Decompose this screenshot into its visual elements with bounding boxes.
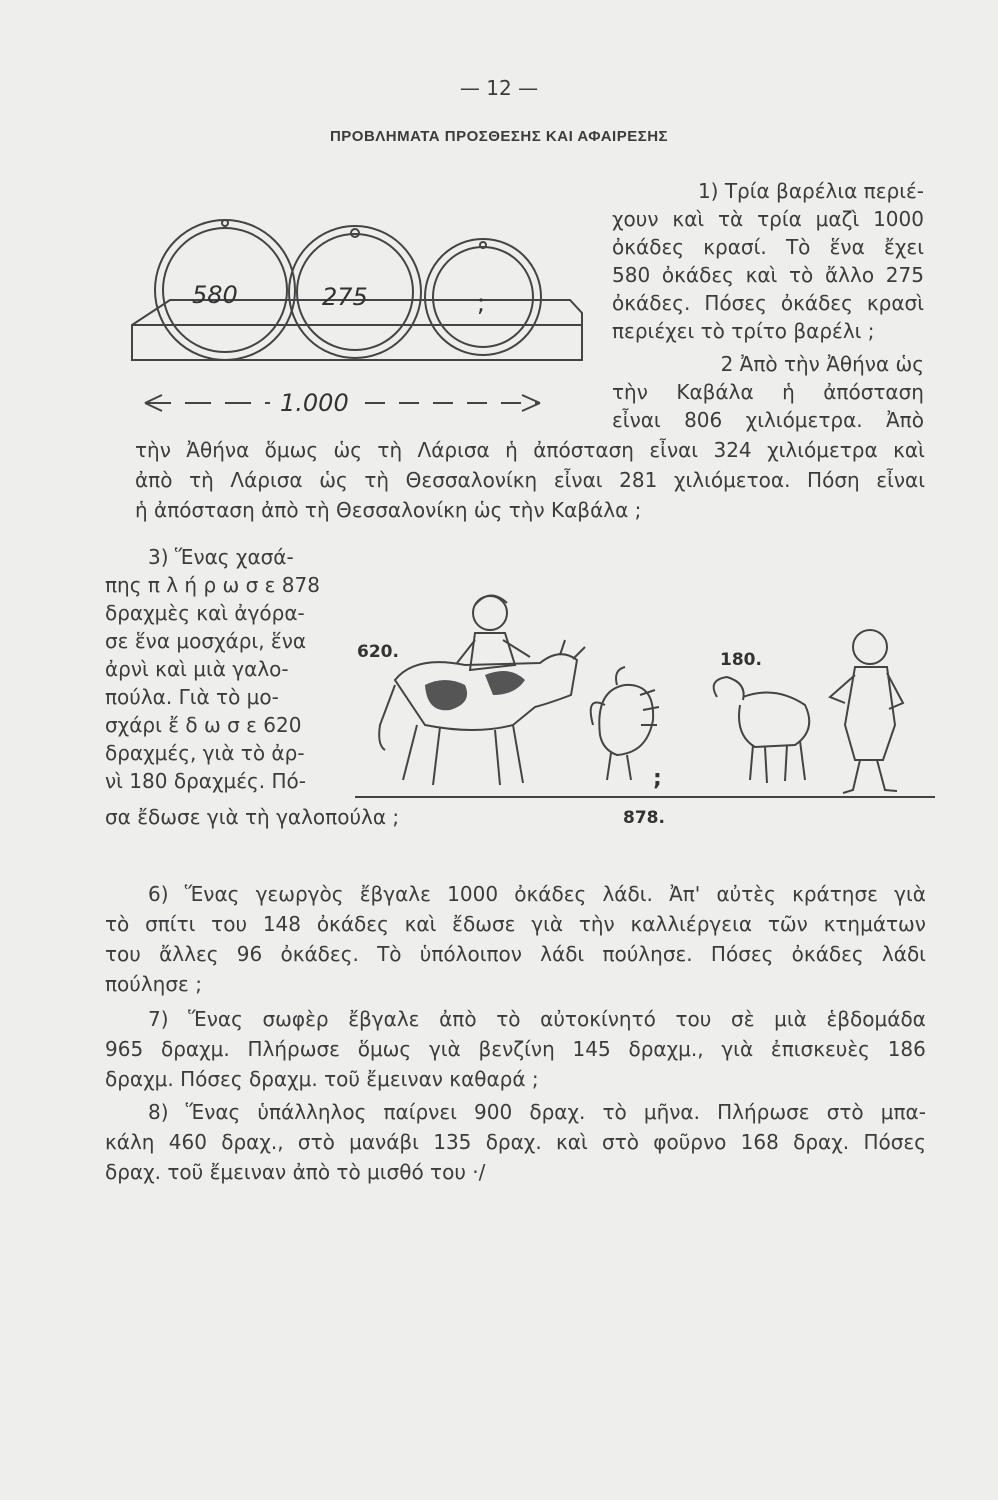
barrel-275 (289, 226, 421, 358)
animals-figure (355, 585, 935, 830)
problem7-line: 7) Ἕνας σωφὲρ ἔβγαλε ἀπὸ τὸ αὐτοκίνητό του σὲ μιὰ ἑβδομάδα (148, 1007, 926, 1031)
turkey (591, 667, 659, 780)
problem1-line: χουν καὶ τὰ τρία μαζὶ 1000 (612, 207, 924, 231)
problem1-line: περιέχει τὸ τρίτο βαρέλι ; (612, 319, 875, 343)
problem3-line: πούλα. Γιὰ τὸ μο- (105, 685, 279, 709)
lamb (714, 677, 810, 783)
problem1-line: 1) Τρία βαρέλια περιέ- (697, 179, 924, 203)
problem2-line: ἀπὸ τὴ Λάρισα ὡς τὴ Θεσσαλονίκη εἶναι 281 χιλιόμετοα. Πόση εἶναι (135, 468, 925, 492)
problem6-line: 6) Ἕνας γεωργὸς ἔβγαλε 1000 ὀκάδες λάδι. Ἀπ' αὐτὲς κράτησε γιὰ (148, 882, 926, 906)
barrel-275-label: 275 (322, 283, 368, 311)
total-arrow (145, 389, 540, 417)
barrel-unknown-label: ; (477, 289, 486, 317)
problem2-line: τὴν Ἀθήνα ὅμως ὡς τὴ Λάρισα ἡ ἀπόσταση εἶναι 324 χιλιόμετρα καὶ (135, 438, 925, 462)
problem3-line: δραχμές, γιὰ τὸ ἀρ- (105, 741, 305, 765)
problem3-line: δραχμὲς καὶ ἀγόρα- (105, 601, 305, 625)
problem3-line: 3) Ἕνας χασά- (148, 545, 294, 569)
problem3-line: πης π λ ή ρ ω σ ε 878 (105, 573, 320, 597)
problem7-line: δραχμ. Πόσες δραχμ. τοῦ ἔμειναν καθαρά ; (105, 1067, 539, 1091)
problem2-line: ἡ ἀπόσταση ἀπὸ τὴ Θεσσαλονίκη ὡς τὴν Καβάλα ; (135, 498, 642, 522)
problem3-line: σε ἕνα μοσχάρι, ἕνα (105, 629, 307, 653)
problem1-line: ὀκάδες κρασί. Τὸ ἕνα ἔχει (612, 235, 924, 259)
lamb-price-label: 180. (720, 650, 762, 670)
calf-price-label: 620. (357, 642, 399, 662)
barrels-figure (130, 205, 600, 420)
problem8-line: 8) Ἕνας ὑπάλληλος παίρνει 900 δραχ. τὸ μῆνα. Πλήρωσε στὸ μπα- (148, 1100, 926, 1124)
problem8-line: κάλη 460 δραχ., στὸ μανάβι 135 δραχ. καὶ στὸ φοῦρνο 168 δραχ. Πόσες (105, 1130, 926, 1154)
boy-on-calf (379, 595, 585, 785)
problem2-line: εἶναι 806 χιλιόμετρα. Ἀπὸ (612, 408, 924, 432)
barrel-580-label: 580 (192, 281, 238, 309)
problem6-line: τὸ σπίτι του 148 ὀκάδες καὶ ἔδωσε γιὰ τὴν καλλιέργεια τῶν κτημάτων (105, 912, 926, 936)
problem2-line: τὴν Καβάλα ἡ ἀπόσταση (612, 380, 924, 404)
problem8-line: δραχ. τοῦ ἔμειναν ἀπὸ τὸ μισθό του ·/ (105, 1160, 486, 1184)
problem6-line: του ἄλλες 96 ὀκάδες. Τὸ ὑπόλοιπον λάδι πούλησε. Πόσες ὀκάδες λάδι (105, 942, 926, 966)
problem3-line: σα ἔδωσε γιὰ τὴ γαλοπούλα ; (105, 805, 400, 829)
problem7-line: 965 δραχμ. Πλήρωσε ὅμως γιὰ βενζίνη 145 δραχμ., γιὰ ἐπισκευὲς 186 (105, 1037, 926, 1061)
barrel-580 (155, 220, 295, 360)
problem3-line: ἀρνὶ καὶ μιὰ γαλο- (105, 657, 289, 681)
barrel-unknown (425, 239, 541, 355)
page-number: — 12 — (459, 76, 539, 100)
problem2-line: 2 Ἀπὸ τὴν Ἀθήνα ὡς (720, 352, 924, 376)
problem3-line: σχάρι ἔ δ ω σ ε 620 (105, 713, 302, 737)
total-label: 1.000 (280, 389, 349, 417)
problem3-line: νὶ 180 δραχμές. Πό- (105, 769, 306, 793)
total-price-label: 878. (623, 808, 665, 828)
page-heading: ΠΡΟΒΛΗΜΑΤΑ ΠΡΟΣΘΕΣΗΣ ΚΑΙ ΑΦΑΙΡΕΣΗΣ (329, 128, 669, 145)
butcher (830, 630, 903, 793)
turkey-unknown-price: ; (653, 766, 662, 791)
problem6-line: πούλησε ; (105, 972, 202, 996)
problem1-line: 580 ὀκάδες καὶ τὸ ἄλλο 275 (612, 263, 924, 287)
problem1-line: ὀκάδες. Πόσες ὀκάδες κρασὶ (612, 291, 924, 315)
